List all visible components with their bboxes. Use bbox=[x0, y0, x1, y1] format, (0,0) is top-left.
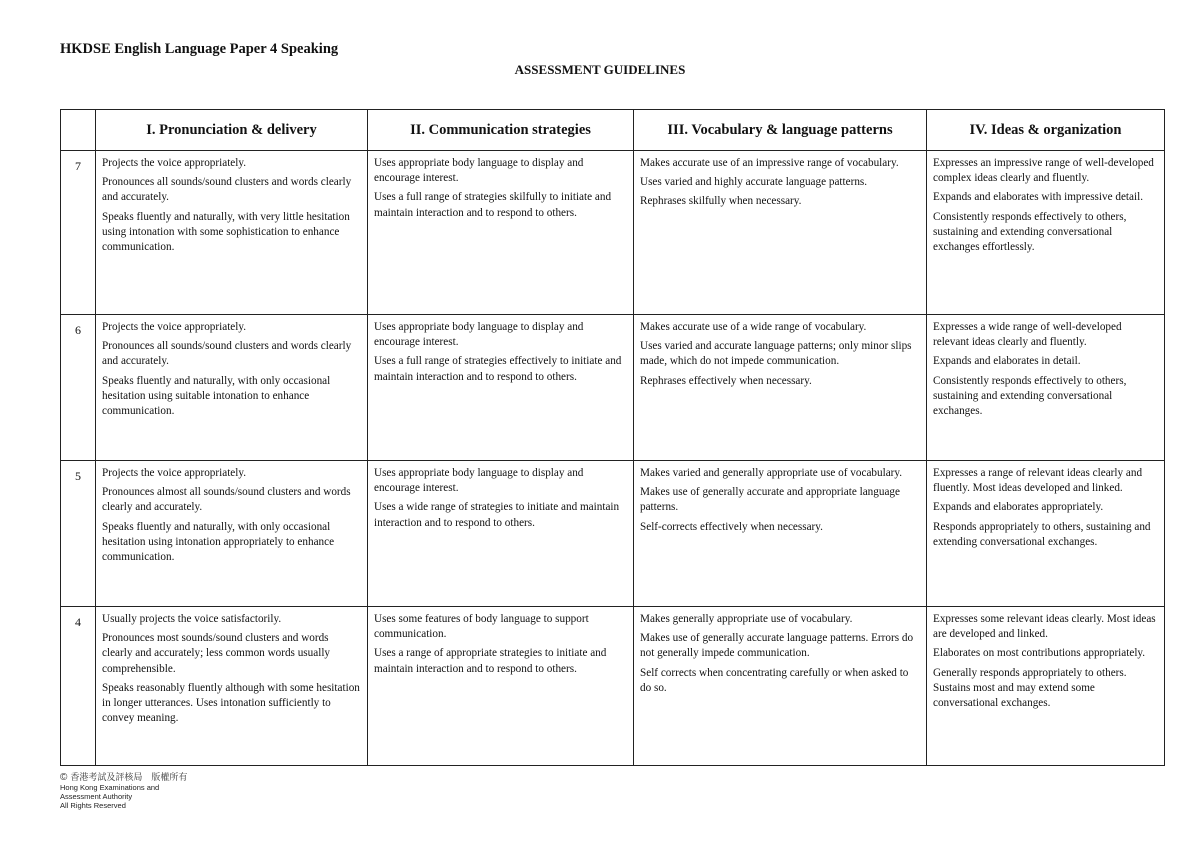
descriptor: Makes accurate use of an impressive range of vocabulary. bbox=[640, 157, 899, 169]
descriptor: Pronounces almost all sounds/sound clusters and words clearly and accurately. bbox=[102, 486, 351, 514]
level-number: 4 bbox=[61, 607, 96, 766]
assessment-table bbox=[60, 109, 1165, 766]
footer-line: Hong Kong Examinations and bbox=[60, 783, 160, 792]
footer-chinese bbox=[60, 772, 187, 783]
header-ideas: IV. Ideas & organization bbox=[927, 110, 1165, 151]
descriptor: Makes use of generally accurate language patterns. Errors do not generally impede communication. bbox=[640, 632, 914, 660]
descriptor: Expresses an impressive range of well-developed complex ideas clearly and fluently. bbox=[933, 157, 1154, 185]
descriptor: Pronounces all sounds/sound clusters and words clearly and accurately. bbox=[102, 340, 352, 368]
footer-english bbox=[60, 783, 187, 810]
footer-chinese-text: 香港考試及評核局 版權所有 bbox=[70, 772, 188, 782]
pronunciation-cell bbox=[96, 151, 368, 315]
descriptor: Speaks fluently and naturally, with only occasional hesitation using suitable intonation to enhance communication. bbox=[102, 374, 331, 418]
descriptor: Speaks fluently and naturally, with only occasional hesitation using intonation appropriately to enhance communication. bbox=[102, 520, 335, 564]
header-communication: II. Communication strategies bbox=[368, 110, 634, 151]
communication-cell bbox=[368, 607, 634, 766]
level-number: 7 bbox=[61, 151, 96, 315]
descriptor: Uses appropriate body language to display and encourage interest. bbox=[374, 157, 584, 185]
header-pronunciation: I. Pronunciation & delivery bbox=[96, 110, 368, 151]
descriptor: Expresses a wide range of well-developed relevant ideas clearly and fluently. bbox=[933, 321, 1122, 349]
descriptor: Speaks fluently and naturally, with very little hesitation using intonation with some sophistication to enhance communication. bbox=[102, 210, 350, 254]
descriptor: Makes accurate use of a wide range of vocabulary. bbox=[640, 321, 867, 333]
descriptor: Generally responds appropriately to others. Sustains most and may extend some conversational exchanges. bbox=[933, 666, 1127, 710]
document-title: HKDSE English Language Paper 4 Speaking bbox=[60, 41, 339, 57]
descriptor: Pronounces all sounds/sound clusters and words clearly and accurately. bbox=[102, 176, 352, 204]
descriptor: Expresses some relevant ideas clearly. Most ideas are developed and linked. bbox=[933, 613, 1156, 641]
descriptor: Self-corrects effectively when necessary. bbox=[640, 520, 823, 533]
descriptor: Usually projects the voice satisfactorily. bbox=[102, 613, 282, 625]
descriptor: Projects the voice appropriately. bbox=[102, 157, 247, 169]
pronunciation-cell bbox=[96, 461, 368, 607]
descriptor: Uses some features of body language to support communication. bbox=[374, 613, 589, 641]
descriptor: Pronounces most sounds/sound clusters and words clearly and accurately; less common words usually comprehensible. bbox=[102, 632, 331, 675]
descriptor: Speaks reasonably fluently although with some hesitation in longer utterances. Uses intonation sufficiently to convey meaning. bbox=[102, 681, 360, 725]
descriptor: Expresses a range of relevant ideas clearly and fluently. Most ideas developed and linked. bbox=[933, 467, 1143, 495]
communication-cell bbox=[368, 461, 634, 607]
descriptor: Self corrects when concentrating carefully or when asked to do so. bbox=[640, 666, 909, 694]
ideas-cell bbox=[927, 315, 1165, 461]
descriptor: Uses appropriate body language to display and encourage interest. bbox=[374, 467, 584, 495]
document-subtitle: ASSESSMENT GUIDELINES bbox=[514, 62, 686, 77]
table-row bbox=[61, 151, 1165, 315]
footer-line: All Rights Reserved bbox=[60, 801, 126, 810]
table-row bbox=[61, 607, 1165, 766]
ideas-cell bbox=[927, 151, 1165, 315]
descriptor: Makes generally appropriate use of vocabulary. bbox=[640, 613, 853, 625]
communication-cell bbox=[368, 315, 634, 461]
descriptor: Uses a full range of strategies skilfully to initiate and maintain interaction and to respond to others. bbox=[374, 191, 612, 219]
level-number: 5 bbox=[61, 461, 96, 607]
footer bbox=[60, 772, 187, 810]
table-row bbox=[61, 315, 1165, 461]
descriptor: Consistently responds effectively to others, sustaining and extending conversational exchanges. bbox=[933, 374, 1127, 418]
ideas-cell bbox=[927, 461, 1165, 607]
footer-line: Assessment Authority bbox=[60, 792, 133, 801]
descriptor: Consistently responds effectively to others, sustaining and extending conversational exchanges effortlessly. bbox=[933, 210, 1127, 254]
descriptor: Responds appropriately to others, sustaining and extending conversational exchanges. bbox=[933, 520, 1151, 548]
vocabulary-cell bbox=[634, 315, 927, 461]
descriptor: Elaborates on most contributions appropriately. bbox=[933, 647, 1146, 660]
header-level bbox=[61, 110, 96, 151]
descriptor: Projects the voice appropriately. bbox=[102, 467, 247, 479]
descriptor: Rephrases effectively when necessary. bbox=[640, 374, 812, 387]
descriptor: Uses a wide range of strategies to initiate and maintain interaction and to respond to others. bbox=[374, 501, 620, 529]
descriptor: Uses varied and highly accurate language patterns. bbox=[640, 176, 868, 189]
vocabulary-cell bbox=[634, 607, 927, 766]
vocabulary-cell bbox=[634, 151, 927, 315]
vocabulary-cell bbox=[634, 461, 927, 607]
descriptor: Uses a range of appropriate strategies to initiate and maintain interaction and to respond to others. bbox=[374, 647, 607, 675]
level-number: 6 bbox=[61, 315, 96, 461]
descriptor: Uses appropriate body language to display and encourage interest. bbox=[374, 321, 584, 349]
descriptor: Expands and elaborates in detail. bbox=[933, 355, 1081, 368]
communication-cell bbox=[368, 151, 634, 315]
header-vocabulary: III. Vocabulary & language patterns bbox=[634, 110, 927, 151]
descriptor: Expands and elaborates appropriately. bbox=[933, 501, 1104, 514]
descriptor: Uses a full range of strategies effectively to initiate and maintain interaction and to respond to others. bbox=[374, 355, 622, 383]
descriptor: Makes use of generally accurate and appropriate language patterns. bbox=[640, 486, 900, 514]
descriptor: Rephrases skilfully when necessary. bbox=[640, 195, 802, 208]
pronunciation-cell bbox=[96, 315, 368, 461]
ideas-cell bbox=[927, 607, 1165, 766]
pronunciation-cell bbox=[96, 607, 368, 766]
copyright-icon: © bbox=[60, 772, 68, 783]
table-row bbox=[61, 461, 1165, 607]
descriptor: Expands and elaborates with impressive detail. bbox=[933, 191, 1144, 204]
descriptor: Makes varied and generally appropriate use of vocabulary. bbox=[640, 467, 903, 479]
descriptor: Projects the voice appropriately. bbox=[102, 321, 247, 333]
descriptor: Uses varied and accurate language patterns; only minor slips made, which do not impede communication. bbox=[640, 340, 912, 368]
table-header-row bbox=[61, 110, 1165, 151]
